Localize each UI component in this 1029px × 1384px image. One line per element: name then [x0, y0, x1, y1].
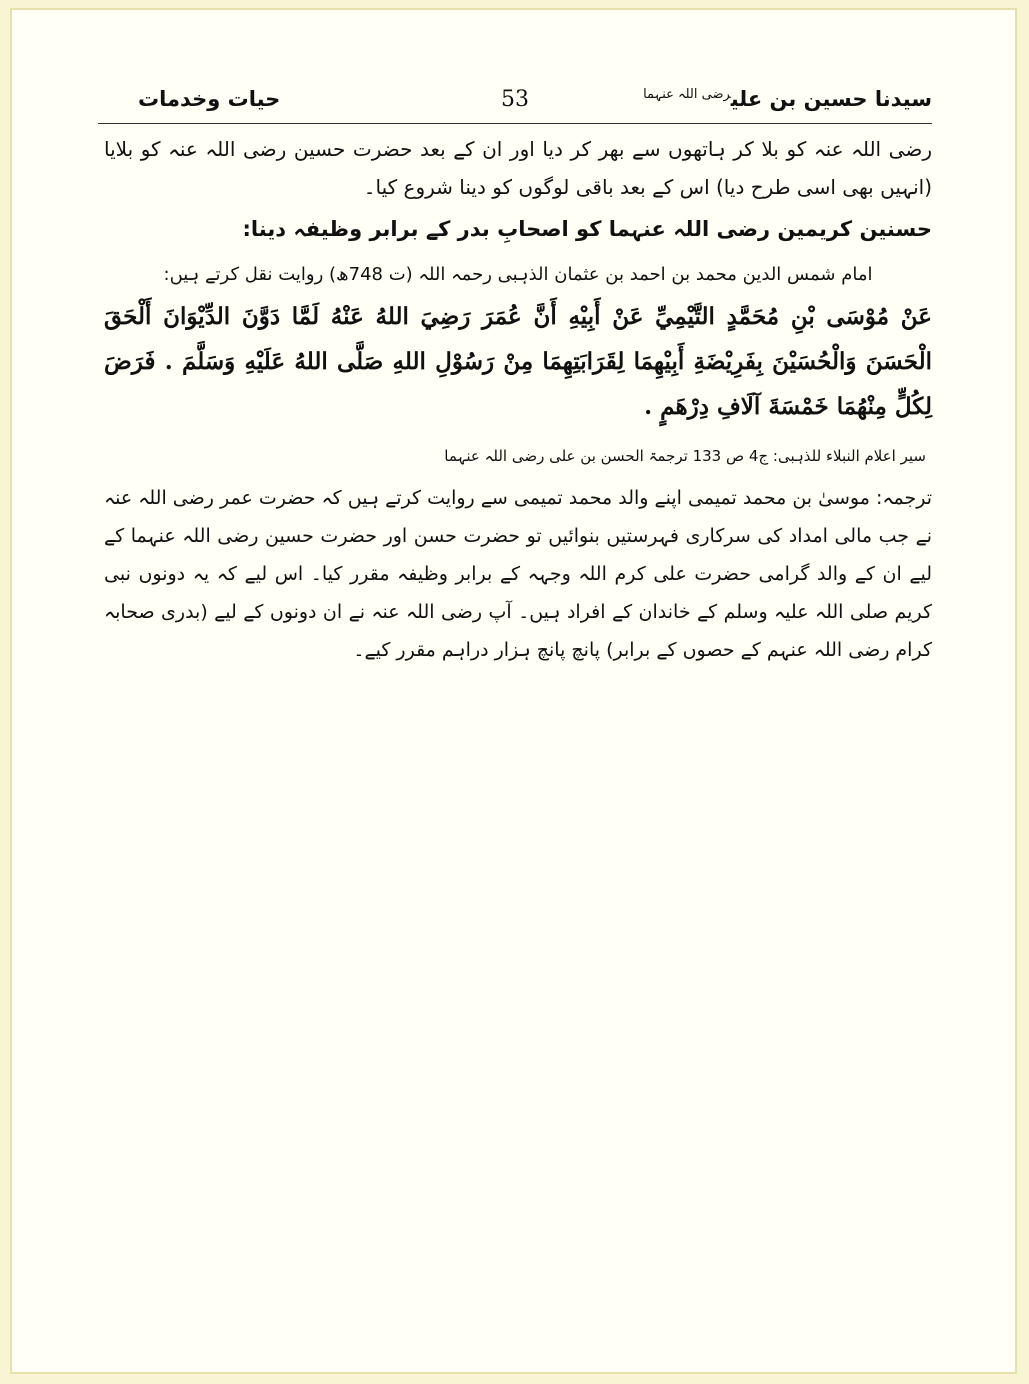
arabic-narration: عَنْ مُوْسَى بْنِ مُحَمَّدٍ التَّيْمِيِّ عَنْ أَبِيْهِ أَنَّ عُمَرَ رَضِيَ اللهُ عَنْهُ لَمَّا دَوَّنَ الدِّيْوَانَ أَلْحَقَ الْحَسَنَ وَالْحُسَيْنَ بِفَرِيْضَةِ أَبِيْهِمَا لِقَرَابَتِهِمَا مِنْ رَسُوْلِ اللهِ صَلَّى اللهُ عَلَيْهِ وَسَلَّمَ . فَرَضَ لِكُلٍّ مِنْهُمَا خَمْسَةَ آلَافِ دِرْهَمٍ . — [104, 303, 932, 420]
source-reference: سیر اعلام النبلاء للذہبی: ج4 ص 133 ترجمۃ الحسن بن علی رضی اللہ عنہما — [444, 447, 926, 465]
page-body — [104, 130, 932, 669]
page-number: 53 — [501, 87, 529, 112]
page-header — [98, 83, 932, 123]
translation-paragraph: ترجمہ: موسیٰ بن محمد تمیمی اپنے والد محمد تمیمی سے روایت کرتے ہیں کہ حضرت عمر رضی اللہ عنہ نے جب مالی امداد کی سرکاری فہرستیں بنوائیں تو حضرت حسن اور حضرت حسین رضی اللہ عنہما کے لیے ان کے والد گرامی حضرت علی کرم اللہ وجہہ کے برابر وظیفہ مقرر کیا۔ اس لیے کہ یہ دونوں نبی کریم صلی اللہ علیہ وسلم کے خاندان کے افراد ہیں۔ آپ رضی اللہ عنہ نے ان دونوں کے لیے (بدری صحابہ کرام رضی اللہ عنہم کے حصوں کے برابر) پانچ پانچ ہزار دراہم مقرر کیے۔ — [104, 487, 932, 661]
header-divider — [98, 123, 932, 124]
section-heading: حسنین کریمین رضی اللہ عنہما کو اصحابِ بدر کے برابر وظیفہ دینا: — [242, 217, 932, 241]
narration-intro: امام شمس الدین محمد بن احمد بن عثمان الذہبی رحمہ اللہ (ت 748ھ) روایت نقل کرتے ہیں: — [163, 264, 873, 285]
book-title-text: سیدنا حسین بن علی — [730, 87, 932, 111]
opening-paragraph: رضی اللہ عنہ کو بلا کر ہاتھوں سے بھر کر دیا اور ان کے بعد حضرت حسین رضی اللہ عنہ کو بلایا (انہیں بھی اسی طرح دیا) اس کے بعد باقی لوگوں کو دینا شروع کیا۔ — [104, 137, 932, 199]
section-title: حیات وخدمات — [138, 87, 281, 111]
honorific-mark: رضی اللہ عنہما — [643, 87, 731, 102]
